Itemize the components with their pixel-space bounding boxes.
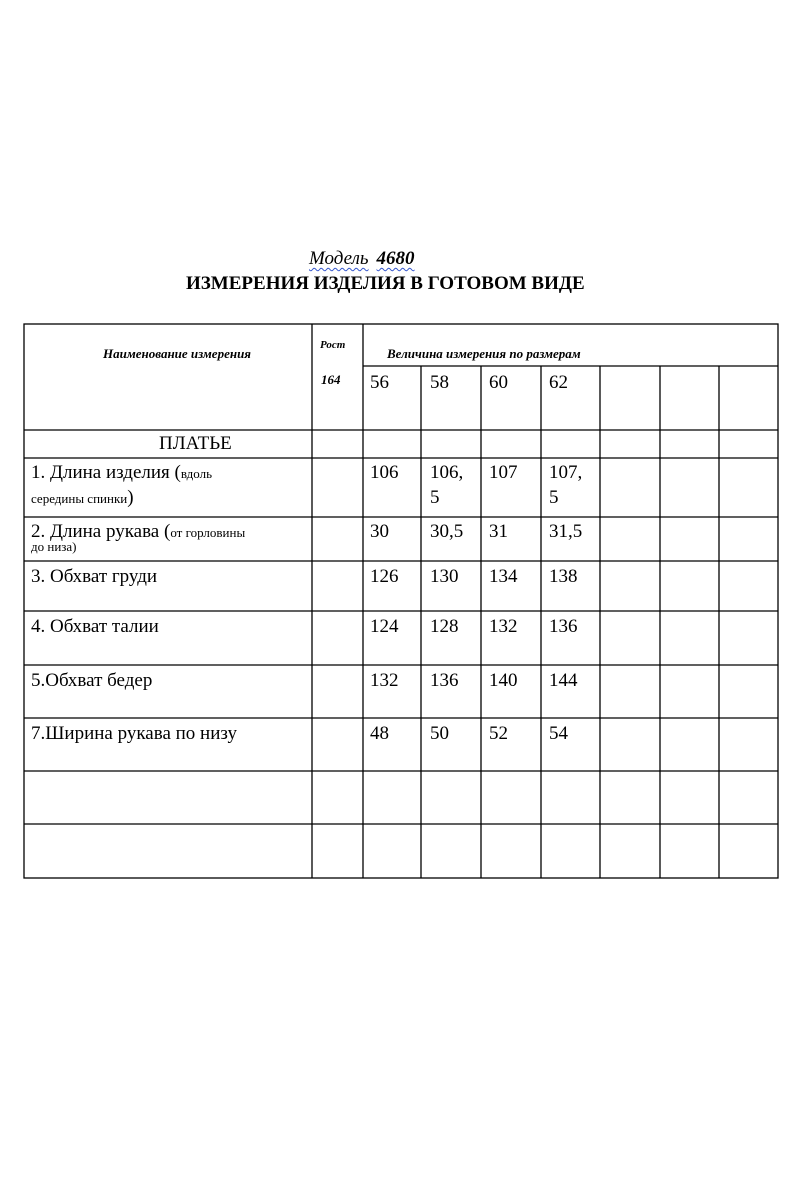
row-3-value-60: 134 — [489, 566, 518, 587]
row-1-value-58: 106, 5 — [430, 462, 464, 508]
size-60: 60 — [489, 372, 508, 393]
size-62: 62 — [549, 372, 568, 393]
row-4-value-62: 136 — [549, 616, 578, 637]
height-value: 164 — [321, 372, 341, 387]
row-6-label: 7.Ширина рукава по низу — [31, 723, 237, 744]
row-4-value-56: 124 — [370, 616, 399, 637]
col-name-header: Наименование измерения — [103, 346, 251, 361]
row-4-value-58: 128 — [430, 616, 459, 637]
row-1-label-line2: середины спинки) — [31, 487, 134, 508]
row-2-value-56: 30 — [370, 521, 389, 542]
size-58: 58 — [430, 372, 449, 393]
row-1-value-60: 107 — [489, 462, 518, 483]
row-2-value-60: 31 — [489, 521, 508, 542]
row-5-label: 5.Обхват бедер — [31, 670, 153, 691]
row-1-value-56: 106 — [370, 462, 399, 483]
row-5-value-56: 132 — [370, 670, 399, 691]
row-6-value-60: 52 — [489, 723, 508, 744]
row-6-value-62: 54 — [549, 723, 568, 744]
section-title: ПЛАТЬЕ — [159, 433, 232, 454]
row-6-value-58: 50 — [430, 723, 449, 744]
row-1-value-62: 107, 5 — [549, 462, 583, 508]
row-4-label: 4. Обхват талии — [31, 616, 159, 637]
row-4-value-60: 132 — [489, 616, 518, 637]
row-2-value-58: 30,5 — [430, 521, 464, 542]
col-sizes-header: Величина измерения по размерам — [387, 346, 581, 361]
row-6-value-56: 48 — [370, 723, 389, 744]
row-5-value-62: 144 — [549, 670, 578, 691]
row-3-value-56: 126 — [370, 566, 399, 587]
row-5-value-58: 136 — [430, 670, 459, 691]
model-label: Модель — [309, 248, 369, 269]
model-number: 4680 — [376, 248, 415, 269]
size-56: 56 — [370, 372, 389, 393]
page-title: ИЗМЕРЕНИЯ ИЗДЕЛИЯ В ГОТОВОМ ВИДЕ — [186, 273, 585, 294]
row-2-value-62: 31,5 — [549, 521, 583, 542]
row-2-label: 2. Длина рукава (от горловины — [31, 521, 246, 542]
row-3-value-62: 138 — [549, 566, 578, 587]
col-height-header: Рост — [320, 339, 346, 351]
row-3-label: 3. Обхват груди — [31, 566, 158, 587]
row-5-value-60: 140 — [489, 670, 518, 691]
row-2-label-line2: до низа) — [31, 539, 77, 554]
row-3-value-58: 130 — [430, 566, 459, 587]
row-1-label: 1. Длина изделия (вдоль — [31, 462, 213, 483]
